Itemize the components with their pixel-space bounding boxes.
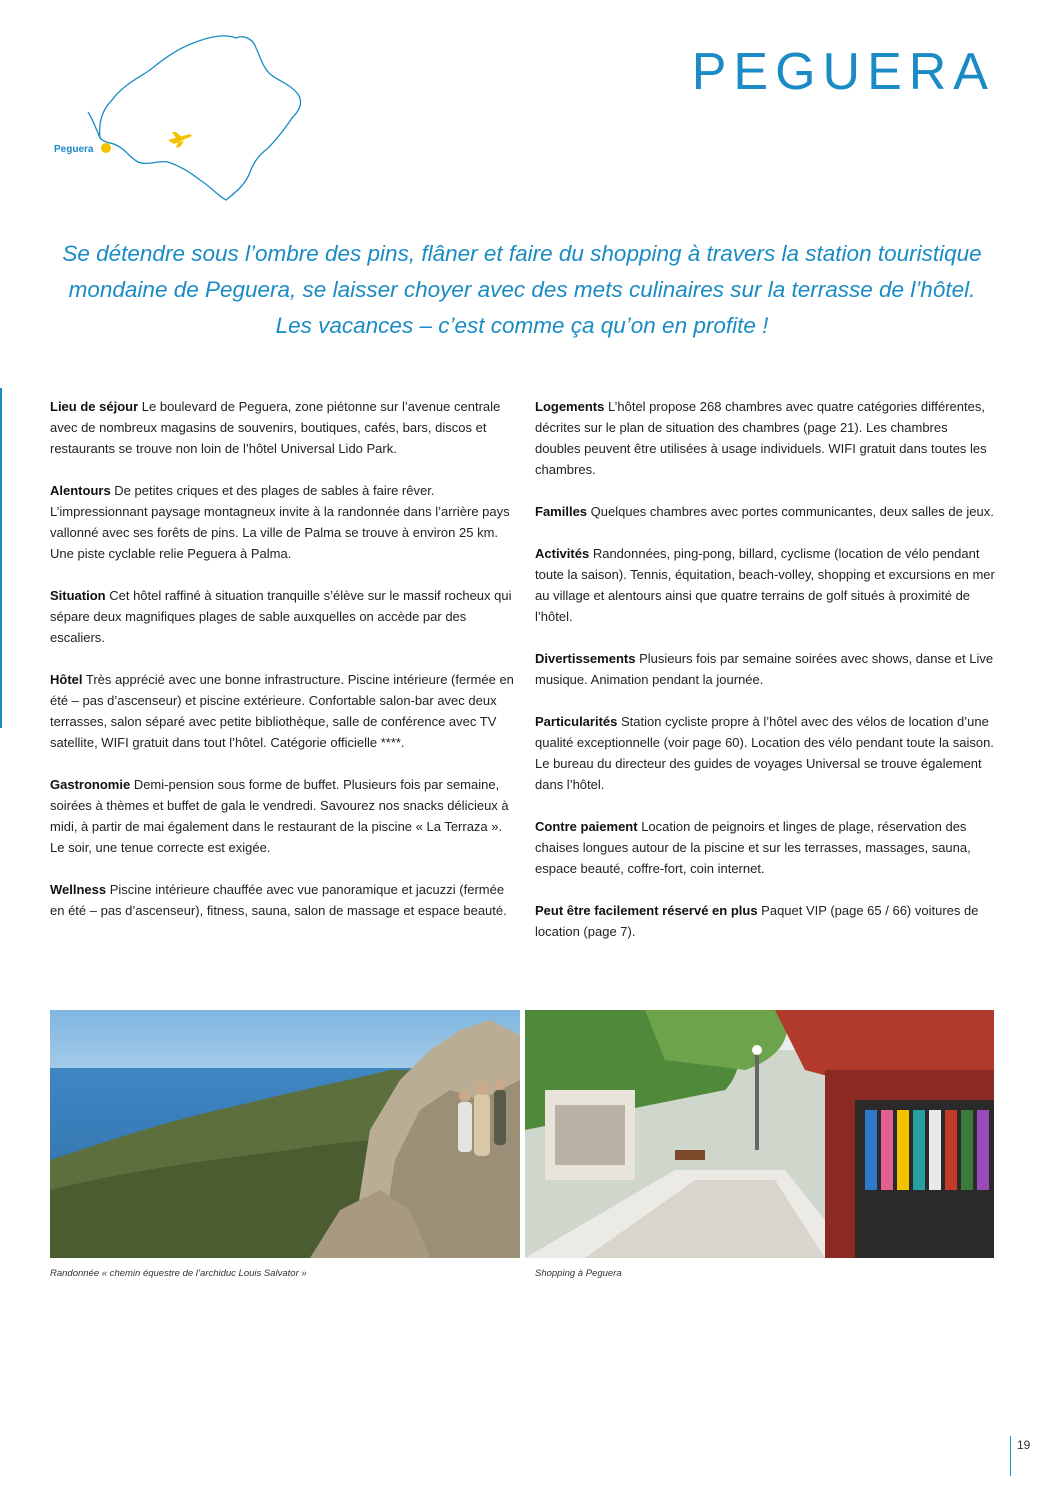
paragraph-divertissements: Divertissements Plusieurs fois par semaine soirées avec shows, danse et Live musique. Animation pendant la journée. — [535, 651, 994, 687]
paragraph-contre-paiement: Contre paiement Location de peignoirs et linges de plage, réservation des chaises longues autour de la piscine et sur les terrasses, massages, sauna, espace beauté, coffre-fort, coin internet. — [535, 819, 971, 876]
airplane-icon — [168, 132, 192, 148]
page-title: PEGUERA — [691, 43, 995, 101]
page-number: 19 — [1010, 1436, 1030, 1476]
intro-text: Se détendre sous l’ombre des pins, flâner et faire du shopping à travers la station touristique mondaine de Peguera, se laisser choyer avec des mets culinaires sur la terrasse de l’hôtel. Les vacances – c’est comme ça qu’on en profite ! — [62, 241, 982, 338]
caption-hiking: Randonnée « chemin équestre de l’archiduc Louis Salvator » — [50, 1268, 307, 1279]
paragraph-familles: Familles Quelques chambres avec portes communicantes, deux salles de jeux. — [535, 504, 994, 519]
paragraph-situation: Situation Cet hôtel raffiné à situation tranquille s’élève sur le massif rocheux qui sépare deux magnifiques plages de sable auxquelles on accède par des escaliers. — [50, 588, 512, 645]
paragraph-reservable-en-plus: Peut être facilement réservé en plus Paquet VIP (page 65 / 66) voitures de location (page 7). — [535, 903, 979, 939]
photo-shopping — [525, 1010, 994, 1258]
left-column — [50, 396, 520, 942]
right-column — [535, 396, 995, 963]
caption-shopping: Shopping à Peguera — [535, 1268, 622, 1279]
paragraph-logements: Logements L’hôtel propose 268 chambres avec quatre catégories différentes, décrites sur le plan de situation des chambres (page 21). Les chambres doubles peuvent être utilisées à usage individuels. WIFI gratuit dans toutes les chambres. — [535, 399, 987, 477]
paragraph-alentours: Alentours De petites criques et des plages de sables à faire rêver. L’impressionnant paysage montagneux invite à la randonnée dans l’arrière pays vallonné avec ses forêts de pins. La ville de Palma se trouve à environ 25 km. Une piste cyclable relie Peguera à Palma. — [50, 483, 510, 561]
paragraph-lieu-de-sejour: Lieu de séjour Le boulevard de Peguera, zone piétonne sur l’avenue centrale avec de nombreux magasins de souvenirs, boutiques, cafés, bars, discos et restaurants se trouve non loin de l’hôtel Universal Lido Park. — [50, 399, 501, 456]
photo-hiking — [50, 1010, 520, 1258]
paragraph-activites: Activités Randonnées, ping-pong, billard, cyclisme (location de vélo pendant toute la saison). Tennis, équitation, beach-volley, shopping et excursions en mer au village et alentours ainsi que quatre terrains de golf situés à proximité de l’hôtel. — [535, 546, 995, 624]
mallorca-map — [40, 20, 320, 210]
paragraph-gastronomie: Gastronomie Demi-pension sous forme de buffet. Plusieurs fois par semaine, soirées à thèmes et buffet de gala le vendredi. Savourez nos snacks délicieux à midi, à partir de mai également dans le restaurant de la piscine « La Terraza ». Le soir, une tenue correcte est exigée. — [50, 777, 509, 855]
side-accent-rule — [0, 388, 2, 728]
paragraph-particularites: Particularités Station cycliste propre à l’hôtel avec des vélos de location d’une qualité exceptionnelle (voir page 60). Location des vélo pendant toute la saison. Le bureau du directeur des guides de voyages Universal se trouve également dans l’hôtel. — [535, 714, 994, 792]
map-label-peguera: Peguera — [54, 144, 94, 155]
peguera-marker — [101, 143, 111, 153]
paragraph-wellness: Wellness Piscine intérieure chauffée avec vue panoramique et jacuzzi (fermée en été – pas d’ascenseur), fitness, sauna, salon de massage et espace beauté. — [50, 882, 507, 918]
paragraph-hotel: Hôtel Très apprécié avec une bonne infrastructure. Piscine intérieure (fermée en été – pas d’ascenseur) et piscine extérieure. Confortable salon-bar avec deux terrasses, salon séparé avec petite bibliothèque, salle de conférence avec TV satellite, WIFI gratuit dans tout l’hôtel. Catégorie officielle ****. — [50, 672, 514, 750]
